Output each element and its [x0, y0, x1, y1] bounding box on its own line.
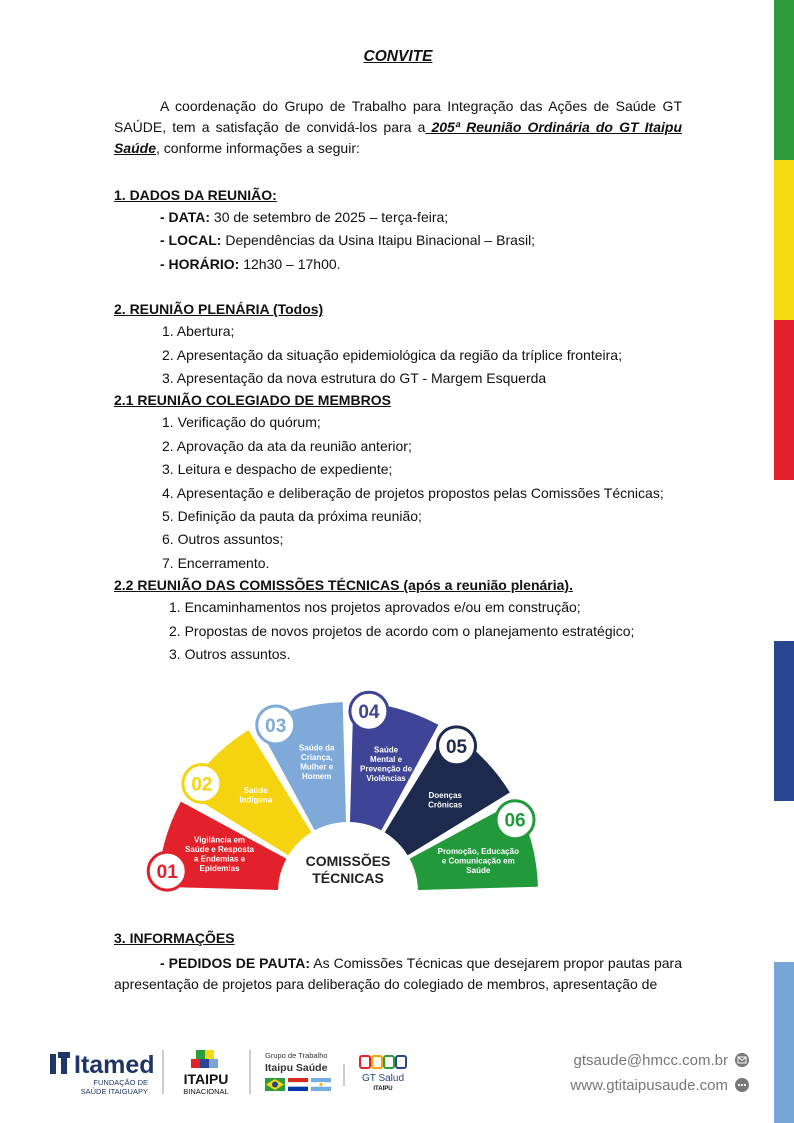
stripe-yellow — [774, 160, 794, 320]
intro-text: A coordenação do Grupo de Trabalho para Integração das Ações de Saúde GT SAÚDE, tem a satisfação de convidá-los para a — [114, 98, 682, 135]
contact-email: gtsaude@hmcc.com.br — [573, 1052, 728, 1069]
segment-label-06: Saúde — [466, 866, 491, 876]
segment-number-01: 01 — [156, 862, 178, 884]
gt-salud-name: GT Salud — [361, 1073, 405, 1084]
segment-number-02: 02 — [191, 774, 213, 796]
segment-label-03: Mulher e — [300, 762, 334, 772]
list-item: 1. Verificação do quórum; — [162, 414, 321, 431]
document-body — [114, 48, 682, 667]
intro-paragraph — [114, 96, 682, 159]
segment-label-04: Saúde — [374, 745, 399, 755]
brazil-flag-icon — [265, 1078, 285, 1091]
list-item: 1. Abertura; — [162, 323, 235, 340]
list-item: 7. Encerramento. — [162, 554, 270, 571]
stripe-red — [774, 320, 794, 480]
segment-label-01: Epidemias — [199, 864, 240, 874]
list-item: 2. Apresentação da situação epidemiológica da região da tríplice fronteira; — [162, 346, 622, 363]
diagram-center-line-2: TÉCNICAS — [312, 870, 384, 886]
gt-salud-logo — [360, 1056, 406, 1092]
segment-label-03: Criança, — [300, 752, 333, 762]
stripe-green — [774, 0, 794, 160]
segment-label-04: Violências — [366, 773, 406, 783]
stripe-navy — [774, 641, 794, 801]
section-3-heading: 3. INFORMAÇÕES — [114, 930, 235, 946]
gt-itaipu-saude-logo — [265, 1051, 331, 1091]
itamed-subtitle-2: SAÚDE ITAIGUAPY — [80, 1087, 148, 1096]
segment-label-04: Mental e — [370, 754, 403, 764]
contact-website: www.gtitaipusaude.com — [570, 1077, 728, 1094]
section-3 — [114, 928, 682, 995]
segment-label-06: e Comunicação em — [441, 856, 515, 866]
list-item: 2. Aprovação da ata da reunião anterior; — [162, 437, 412, 454]
list-item: 5. Definição da pauta da próxima reunião; — [162, 508, 422, 525]
section-1-heading: 1. DADOS DA REUNIÃO: — [114, 187, 277, 203]
footer-graphic — [0, 1040, 794, 1100]
paraguay-flag-icon — [288, 1078, 308, 1091]
itaipu-name: ITAIPU — [183, 1071, 229, 1087]
segment-number-03: 03 — [265, 715, 287, 737]
meeting-location: - LOCAL: Dependências da Usina Itaipu Binacional – Brasil; — [160, 232, 536, 249]
link-icon — [735, 1078, 749, 1092]
segment-label-03: Saúde da — [298, 743, 335, 753]
footer — [0, 1040, 794, 1100]
email-icon — [735, 1053, 749, 1067]
list-item: 4. Apresentação e deliberação de projetos propostos pelas Comissões Técnicas; — [162, 484, 664, 501]
itamed-logo — [50, 1051, 155, 1096]
segment-number-04: 04 — [358, 702, 380, 724]
comissoes-fan-chart — [135, 686, 561, 900]
comissoes-diagram — [135, 686, 561, 900]
meeting-date: - DATA: 30 de setembro de 2025 – terça-feira; — [160, 209, 449, 225]
meeting-name: 205ª Reunião Ordinária do GT Itaipu Saúde — [114, 119, 682, 156]
diagram-center-line-1: COMISSÕES — [305, 853, 391, 869]
document-title: CONVITE — [363, 48, 433, 65]
section-2-heading: 2. REUNIÃO PLENÁRIA (Todos) — [114, 301, 324, 318]
itamed-subtitle-1: FUNDAÇÃO DE — [93, 1078, 148, 1087]
section-2-1-heading: 2.1 REUNIÃO COLEGIADO DE MEMBROS — [114, 392, 391, 409]
segment-label-06: Promoção, Educação — [437, 847, 519, 857]
segment-label-03: Homem — [302, 771, 332, 781]
itaipu-subtitle: BINACIONAL — [183, 1087, 229, 1096]
pauta-paragraph: - PEDIDOS DE PAUTA: As Comissões Técnicas que desejarem propor pautas para apresentação de projetos para deliberação do colegiado de membros, apresentação de — [114, 955, 682, 992]
segment-label-04: Prevenção de — [360, 764, 413, 774]
meeting-time: - HORÁRIO: 12h30 – 17h00. — [160, 255, 341, 272]
list-item: 3. Outros assuntos. — [169, 646, 291, 663]
itaipu-logo — [183, 1050, 228, 1096]
segment-number-06: 06 — [504, 810, 526, 832]
list-item: 3. Leitura e despacho de expediente; — [162, 461, 393, 478]
gt-salud-subtitle: ITAIPU — [373, 1086, 393, 1092]
itamed-name: Itamed — [74, 1051, 155, 1079]
segment-label-02: Indígena — [239, 795, 273, 805]
list-item: 2. Propostas de novos projetos de acordo com o planejamento estratégico; — [169, 622, 635, 639]
segment-label-01: a Endemias e — [193, 854, 246, 864]
segment-label-01: Vigilância em — [194, 835, 246, 845]
list-item: 6. Outros assuntos; — [162, 531, 284, 548]
section-2-2-heading: 2.2 REUNIÃO DAS COMISSÕES TÉCNICAS (após a reunião plenária). — [114, 577, 573, 594]
gt-line-1: Grupo de Trabalho — [265, 1051, 328, 1060]
segment-label-01: Saúde e Resposta — [185, 845, 254, 855]
segment-label-05: Doenças — [428, 791, 462, 801]
gt-line-2: Itaipu Saúde — [265, 1062, 328, 1074]
list-item: 3. Apresentação da nova estrutura do GT - Margem Esquerda — [162, 370, 547, 387]
segment-label-02: Saúde — [243, 786, 268, 796]
intro-end: , conforme informações a seguir: — [156, 140, 360, 156]
list-item: 1. Encaminhamentos nos projetos aprovados e/ou em construção; — [169, 599, 581, 616]
argentina-flag-icon — [311, 1078, 331, 1091]
segment-number-05: 05 — [445, 736, 468, 758]
segment-label-05: Crônicas — [428, 800, 463, 810]
